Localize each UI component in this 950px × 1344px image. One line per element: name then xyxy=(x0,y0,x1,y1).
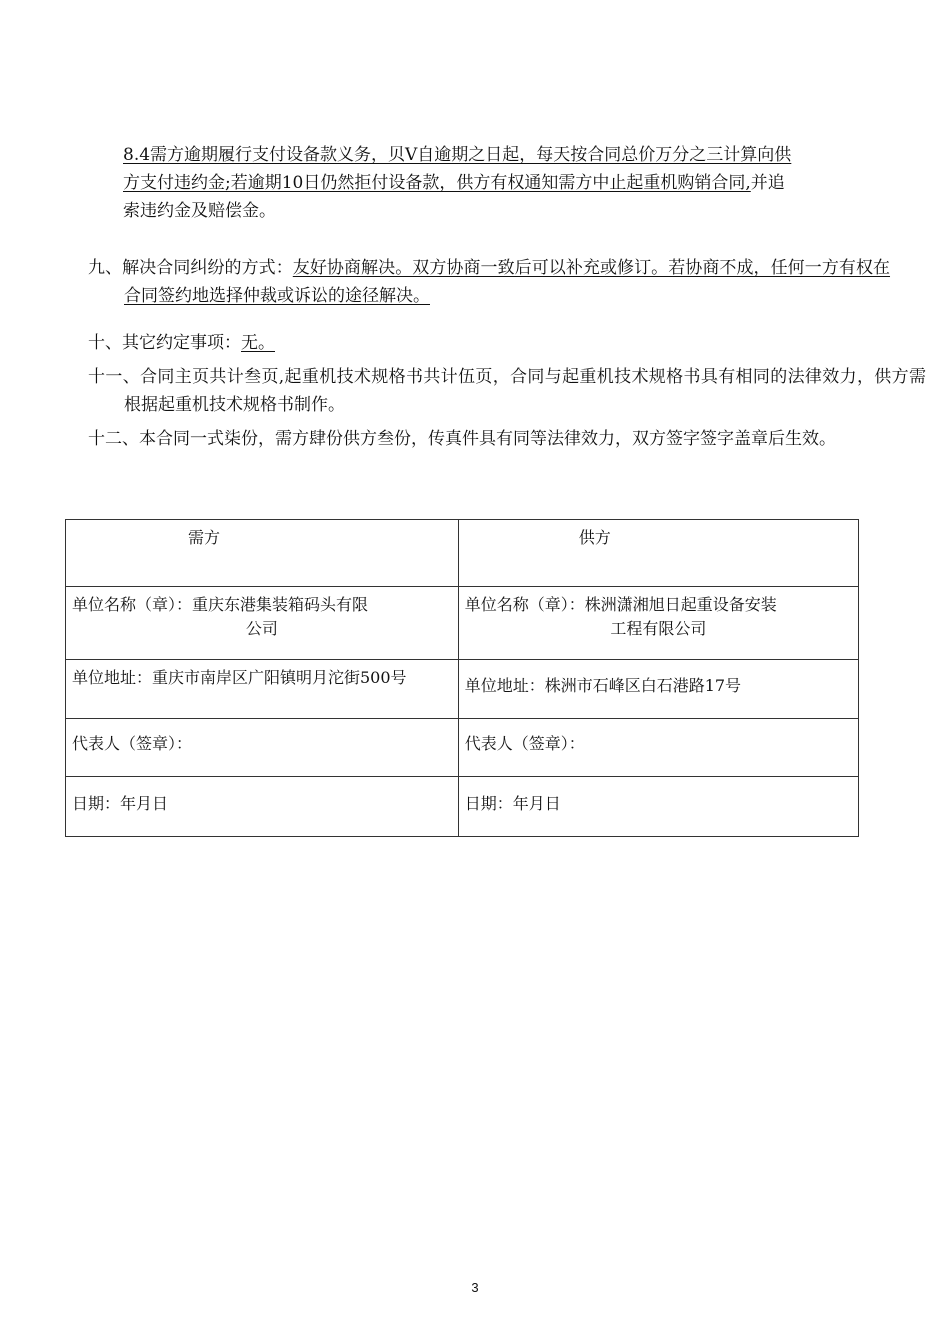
signature-table xyxy=(65,519,859,837)
page-number: 3 xyxy=(471,1280,479,1295)
buyer-company-name-line2: 公司 xyxy=(245,619,278,638)
company-name-row xyxy=(66,587,859,660)
clause-9-label: 九、解决合同纠纷的方式： xyxy=(88,258,293,278)
date-row xyxy=(66,777,859,837)
clause-11: 十一、合同主页共计叁页,起重机技术规格书共计伍页，合同与起重机技术规格书具有相同的法律效力，供方需根据起重机技术规格书制作。 xyxy=(88,367,926,415)
buyer-company-name xyxy=(66,587,459,660)
clause-8-4-line2-underlined: 方支付违约金;若逾期10日仍然拒付设备款，供方有权通知需方中止起重机购销合同, xyxy=(123,173,751,193)
clause-9 xyxy=(88,254,890,310)
clause-10-label: 十、其它约定事项： xyxy=(88,333,241,353)
seller-representative: 代表人（签章）： xyxy=(458,719,858,777)
seller-company-name-line2: 工程有限公司 xyxy=(610,619,707,638)
clause-8-4 xyxy=(123,141,890,225)
signature-header-row xyxy=(66,520,859,587)
clause-8-4-line2 xyxy=(123,169,890,197)
buyer-address: 单位地址：重庆市南岸区广阳镇明月沱街500号 xyxy=(66,660,459,719)
seller-header: 供方 xyxy=(458,520,858,587)
buyer-company-name-line1: 单位名称（章）：重庆东港集装箱码头有限 xyxy=(72,595,369,614)
clause-10 xyxy=(88,329,890,357)
buyer-header: 需方 xyxy=(66,520,459,587)
clause-12: 十二、本合同一式柒份，需方肆份供方叁份，传真件具有同等法律效力，双方签字签字盖章后生效。 xyxy=(88,429,836,449)
clause-9-text: 友好协商解决。双方协商一致后可以补充或修订。若协商不成，任何一方有权在合同签约地选择仲裁或诉讼的途径解决。 xyxy=(124,258,891,306)
clause-8-4-line2-rest: 并追 xyxy=(750,173,785,193)
seller-address: 单位地址：株洲市石峰区白石港路17号 xyxy=(458,660,858,719)
seller-date: 日期：年月日 xyxy=(458,777,858,837)
clause-10-text: 无。 xyxy=(241,333,275,353)
representative-row xyxy=(66,719,859,777)
seller-company-name-line1: 单位名称（章）：株洲潇湘旭日起重设备安装 xyxy=(464,595,777,614)
clause-9-body xyxy=(88,254,890,310)
buyer-representative: 代表人（签章）： xyxy=(66,719,459,777)
buyer-date: 日期：年月日 xyxy=(66,777,459,837)
clause-8-4-line1: 8.4需方逾期履行支付设备款义务，贝V自逾期之日起，每天按合同总价万分之三计算向供 xyxy=(123,145,792,165)
address-row xyxy=(66,660,859,719)
clause-8-4-line3: 索违约金及赔偿金。 xyxy=(123,201,276,221)
seller-company-name xyxy=(458,587,858,660)
